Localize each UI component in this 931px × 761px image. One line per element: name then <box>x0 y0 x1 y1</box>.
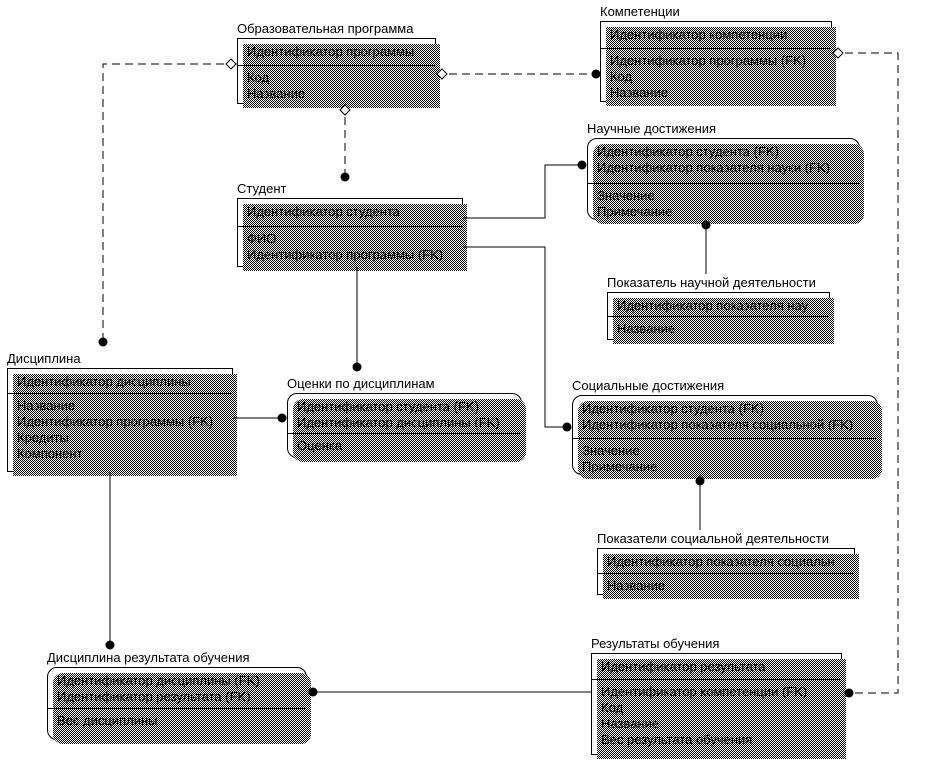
attribute-row: Код <box>610 69 633 84</box>
entity-student[interactable] <box>237 181 463 267</box>
attribute-row: Код <box>601 700 624 715</box>
entity-discipline-grades[interactable] <box>287 376 522 458</box>
entity-competencies[interactable] <box>600 4 832 102</box>
attribute-row: Идентификатор показателя науки (FK) <box>597 160 830 175</box>
attribute-row: Идентификатор дисциплины <box>17 374 191 389</box>
pk-section <box>608 293 829 316</box>
attribute-row: Идентификатор показателя социальн <box>607 554 835 569</box>
attr-section <box>8 393 232 471</box>
attribute-row: Примечание <box>582 459 658 474</box>
pk-section <box>601 22 831 48</box>
entity-title: Показатель научной деятельности <box>607 275 816 290</box>
entity-title: Студент <box>237 181 287 196</box>
attr-section <box>588 183 859 219</box>
attr-section <box>608 316 829 339</box>
entity-title: Компетенции <box>600 4 680 19</box>
attr-section <box>598 573 854 594</box>
entity-title: Дисциплина <box>7 351 81 366</box>
entity-social-achievements[interactable] <box>572 378 878 475</box>
attribute-row: Идентификатор результата (FK) <box>57 689 251 704</box>
attribute-row: Название <box>601 716 660 731</box>
attribute-row: Значение <box>582 443 640 458</box>
entity-title: Дисциплина результата обучения <box>47 650 250 665</box>
attribute-row: Вес результата обучения <box>601 732 753 747</box>
attr-section <box>592 679 841 754</box>
pk-section <box>238 39 435 65</box>
attr-section <box>573 438 877 474</box>
entity-title: Социальные достижения <box>572 378 725 393</box>
attribute-row: Идентификатор программы (FK) <box>610 53 807 68</box>
attr-section <box>601 48 831 101</box>
entity-title: Оценки по дисциплинам <box>287 376 435 391</box>
attribute-row: Название <box>610 85 669 100</box>
attribute-row: Вес дисциплины <box>57 713 158 728</box>
pk-section <box>288 394 521 433</box>
attr-section <box>288 433 521 457</box>
entity-social-activity-indicators[interactable] <box>597 531 855 595</box>
attribute-row: Название <box>247 86 306 101</box>
attribute-row: Идентификатор программы <box>247 44 415 59</box>
attribute-row: Идентификатор студента <box>247 204 401 219</box>
entity-title: Научные достижения <box>587 121 717 136</box>
attribute-row: Название <box>617 321 676 336</box>
attribute-row: Компонент <box>17 446 83 461</box>
attribute-row: Идентификатор показателя нау <box>617 298 809 313</box>
attribute-row: Идентификатор программы (FK) <box>17 414 214 429</box>
entity-discipline-learning-outcome[interactable] <box>47 650 307 740</box>
entity-title: Результаты обучения <box>591 636 720 651</box>
attribute-row: Идентификатор студента (FK) <box>297 399 479 414</box>
rel-program-discipline[interactable] <box>103 64 237 342</box>
attribute-row: Идентификатор дисциплины (FK) <box>297 415 500 430</box>
pk-section <box>588 139 859 183</box>
attribute-row: Значение <box>597 188 655 203</box>
attr-section <box>238 65 435 103</box>
attribute-row: Идентификатор результата <box>601 659 766 674</box>
attribute-row: Идентификатор компетенции (FK) <box>601 684 808 699</box>
attribute-row: Идентификатор программы (FK) <box>247 247 444 262</box>
attribute-row: Кредиты <box>17 430 69 445</box>
pk-section <box>573 396 877 438</box>
entity-learning-outcomes[interactable] <box>591 636 842 755</box>
rel-student-scientific-achievements[interactable] <box>463 165 582 218</box>
attr-section <box>48 708 306 739</box>
pk-section <box>598 549 854 573</box>
pk-section <box>592 654 841 679</box>
attribute-row: Идентификатор студента (FK) <box>582 401 764 416</box>
entity-scientific-achievements[interactable] <box>587 121 860 220</box>
attribute-row: Идентификатор студента (FK) <box>597 144 779 159</box>
attribute-row: ФИО <box>247 231 277 246</box>
attribute-row: Оценка <box>297 438 343 453</box>
entity-educational-program[interactable] <box>237 21 436 104</box>
attribute-row: Идентификатор дисциплины (FK) <box>57 673 260 688</box>
attr-section <box>238 226 462 266</box>
entity-scientific-activity-indicator[interactable] <box>607 275 830 340</box>
attribute-row: Название <box>607 578 666 593</box>
attribute-row: Примечание <box>597 204 673 219</box>
attribute-row: Идентификатор показателя социальной (FK) <box>582 417 854 432</box>
pk-section <box>238 199 462 226</box>
attribute-row: Код <box>247 70 270 85</box>
pk-section <box>8 369 232 393</box>
entity-discipline[interactable] <box>7 351 233 472</box>
attribute-row: Название <box>17 398 76 413</box>
pk-section <box>48 668 306 708</box>
attribute-row: Идентификатор компетенции <box>610 27 788 42</box>
entity-title: Показатели социальной деятельности <box>597 531 830 546</box>
entity-title: Образовательная программа <box>237 21 414 36</box>
